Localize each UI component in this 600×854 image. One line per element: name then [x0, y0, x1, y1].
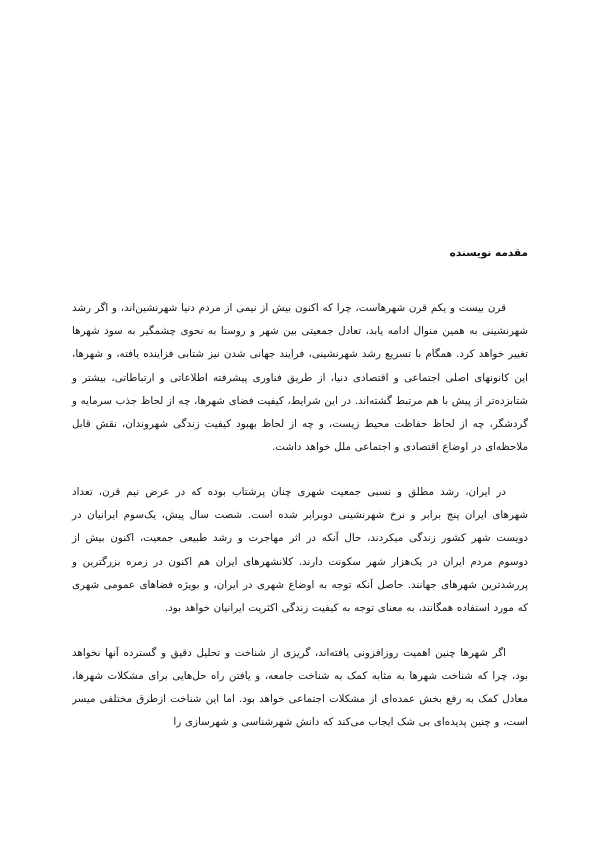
section-heading: مقدمه نویسنده — [449, 247, 528, 259]
page-content — [72, 246, 528, 735]
body-paragraph-2: در ایران، رشد مطلق و نسبی جمعیت شهری چنان پرشتاب بوده که در عرض نیم قرن، تعداد شهرهای ایران پنج برابر و نرخ شهرنشینی دوبرابر شده است. شصت سال پیش، یک‌سوم ایرانیان در دویست شهر کشور زندگی میکردند، حال آنکه در اثر مهاجرت و رشد طبیعی جمعیت، اکنون بیش از دوسوم مردم ایران در یک‌هزار شهر سکونت دارند. کلانشهرهای ایران هم اکنون در زمره بزرگترین و پررشدترین شهرهای جهانند. حاصل آنکه توجه به اوضاع شهری در ایران، و بویژه فضاهای عمومی شهری که مورد استفاده همگانند، به معنای توجه به کیفیت زندگی اکثریت ایرانیان خواهد بود. — [72, 485, 528, 615]
body-paragraph-3: اگر شهرها چنین اهمیت روزافزونی یافته‌اند، گریزی از شناخت و تحلیل دقیق و گسترده آنها نخواهد بود، چرا که شناخت شهرها به مثابه کمک به شناخت جامعه، و یافتن راه حل‌هایی برای مشکلات شهرها، معادل کمک به رفع بخش عمده‌ای از مشکلات اجتماعی خواهد بود. اما این شناخت ازطرق مختلفی میسر است، و چنین پدیده‌ای بی شک ایجاب می‌کند که دانش شهرشناسی و شهرسازی را — [72, 646, 528, 729]
body-paragraph-1: قرن بیست و یکم قرن شهرهاست، چرا که اکنون بیش از نیمی از مردم دنیا شهرنشین‌اند، و اگر رشد شهرنشینی به همین منوال ادامه یابد، تعادل جمعیتی بین شهر و روستا به نحوی چشمگیر به سود شهرها تغییر خواهد کرد. همگام با تسریع رشد شهرنشینی، فرایند جهانی شدن نیز شتابی فزاینده یافته، و شهرها، این کانونهای اصلی اجتماعی و اقتصادی دنیا، از طریق فناوری پیشرفته اطلاعاتی و ارتباطاتی، بیشتر و شتابزده‌تر از پیش با هم مرتبط گشته‌اند. در این شرایط، کیفیت فضای شهرها، چه از لحاظ جذب سرمایه و گردشگر، چه از لحاظ حفاظت محیط زیست، و چه از لحاظ بهبود کیفیت زندگی شهروندان، نقش قابل ملاحظه‌ای در اوضاع اقتصادی و اجتماعی ملل خواهد داشت. — [72, 301, 528, 454]
